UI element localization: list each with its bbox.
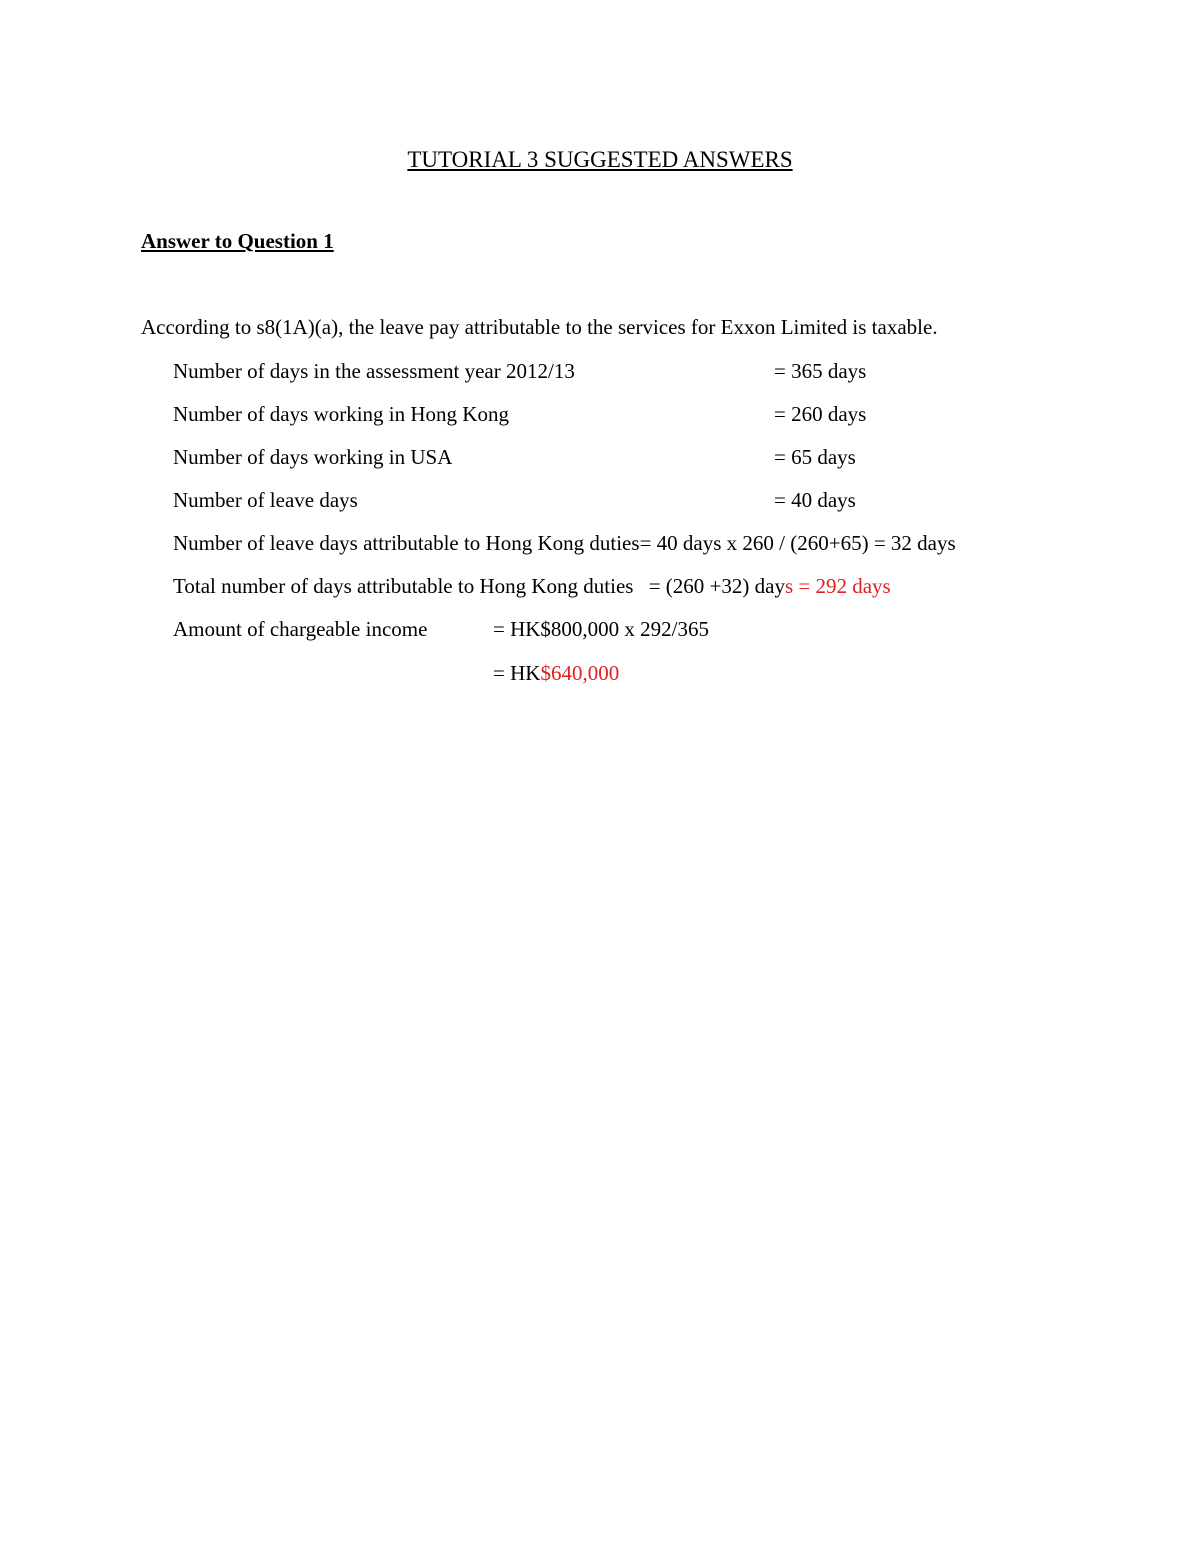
total-days-label: Total number of days attributable to Hong Kong duties xyxy=(173,574,634,598)
leave-attributable-value: = 40 days x 260 / (260+65) = 32 days xyxy=(639,531,956,555)
chargeable-income-formula: = HK$800,000 x 292/365 xyxy=(493,617,710,641)
calc-row-value: = 365 days xyxy=(774,359,867,383)
total-days-highlight: s = 292 days xyxy=(784,574,891,598)
page-title: TUTORIAL 3 SUGGESTED ANSWERS xyxy=(407,147,793,172)
leave-attributable-row xyxy=(173,531,956,556)
question-heading: Answer to Question 1 xyxy=(141,229,334,253)
leave-attributable-label: Number of leave days attributable to Hong Kong duties xyxy=(173,531,640,555)
total-days-value: = (260 +32) day xyxy=(648,574,785,598)
total-days-row xyxy=(173,574,891,599)
calc-row-label: Number of days working in USA xyxy=(173,445,453,469)
chargeable-income-result-prefix: = HK xyxy=(493,661,541,685)
intro-paragraph: According to s8(1A)(a), the leave pay attributable to the services for Exxon Limited is taxable. xyxy=(141,315,938,339)
chargeable-income-label: Amount of chargeable income xyxy=(173,617,428,641)
calc-row-label: Number of leave days xyxy=(173,488,358,512)
chargeable-income-result-amount: $640,000 xyxy=(540,661,620,685)
calc-row-label: Number of days in the assessment year 2012/13 xyxy=(173,359,575,383)
calc-row-label: Number of days working in Hong Kong xyxy=(173,402,509,426)
chargeable-income-result xyxy=(493,661,619,686)
calc-row-value: = 40 days xyxy=(774,488,856,512)
calc-row-value: = 65 days xyxy=(774,445,856,469)
calc-row-value: = 260 days xyxy=(774,402,867,426)
